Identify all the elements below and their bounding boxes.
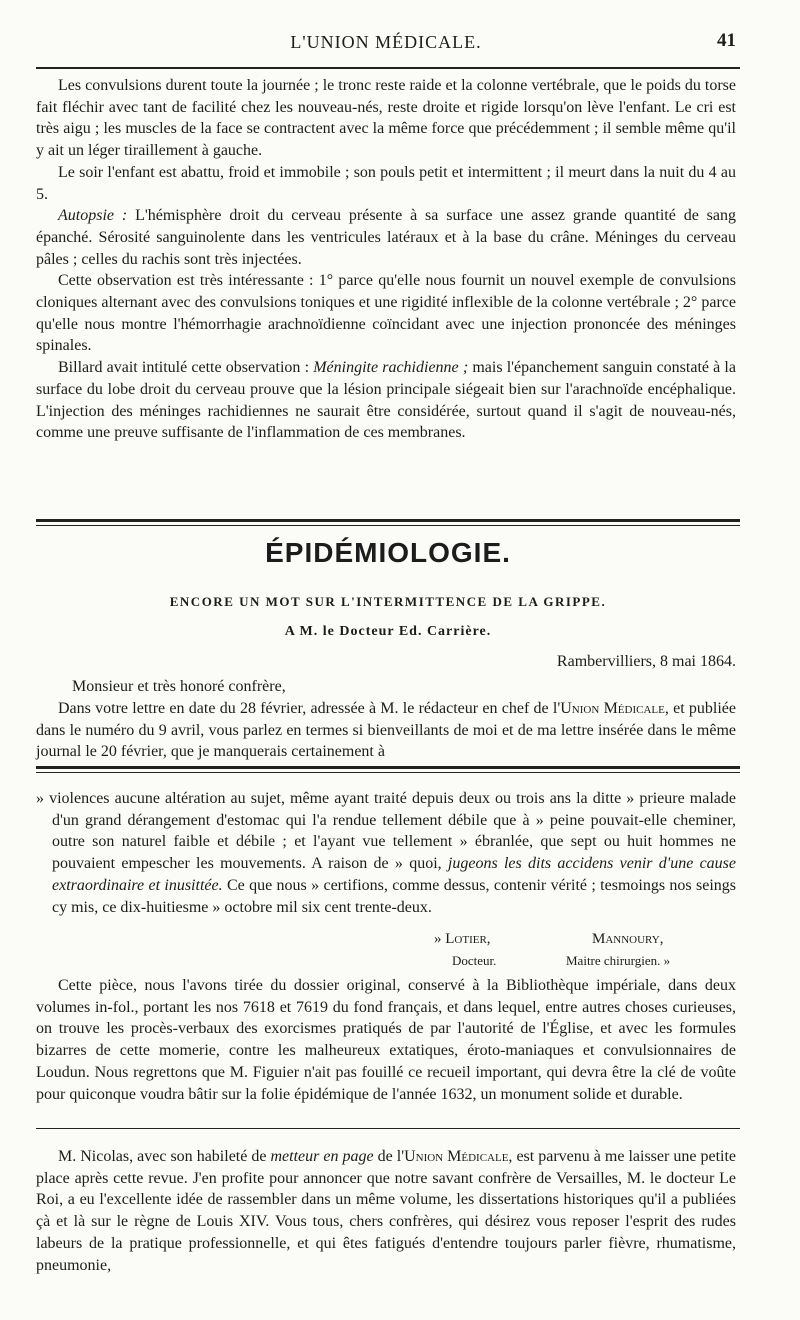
column-break-rule [36,766,740,769]
text-run: de l' [373,1148,405,1165]
archive-block [36,975,736,1105]
text-run: Dans votre lettre en date du 28 février, adressée à M. le rédacteur en chef de l' [58,700,561,717]
text-run: Ce que nous » certifions, comme dessus, contenir vérité ; tesmoings nos seings cy mis, ce dix-huitiesme » octobre mil six cent trente-deux. [52,876,737,916]
billard-paragraph [36,357,736,444]
page-header [36,28,736,62]
salutation: Monsieur et très honoré confrère, [72,678,286,695]
page-number: 41 [717,30,736,51]
text-run: mais l'épanchement sanguin constaté à la surface du lobe droit du cerveau prouve que la lésion principale siégeait bien sur l'arachnoïde encéphalique. L'injection des méninges rachidiennes ne saurait être considérée, surtout quand il s'agit de nouveau-nés, comme une preuve suffisante de l'inflammation de ces membranes. [36,359,736,442]
autopsie-text: L'hémisphère droit du cerveau présente à sa surface une assez grande quantité de sang épanché. Sérosité sanguinolente dans les ventricules latéraux et à la base du crâne. Méninges du cerveau pâles ; celles du rachis sont très injectées. [36,207,737,268]
quote-paragraph [36,788,736,918]
text-run: » violences aucune altération au sujet, même ayant traité depuis deux ou trois ans la ditte » prieure malade d'un grand dérangement d'estomac qui l'a rendue tellement débile que à » peine pouvait-elle cheminer, outre son naturel faible et débile ; et l'ayant vue tellement » ébranlée, que sept ou huit hommes ne pouvaient empescher les mouvements. A raison de » quoi, [36,790,736,873]
section-rule-top-thin [36,525,740,526]
text-run: M. Nicolas, avec son habileté de [58,1148,271,1165]
letter-paragraph [36,698,736,763]
letter-block [36,698,736,763]
column-break-rule-thin [36,772,740,773]
letter-address: A M. le Docteur Ed. Carrière. [284,624,492,639]
journal-name: Union Médicale [404,1148,509,1165]
nicolas-paragraph [36,1146,736,1276]
italic-run: metteur en page [270,1148,374,1165]
signature-title-2: Maitre chirurgien. » [566,953,671,968]
section-rule-top [36,519,740,522]
autopsie-paragraph [36,205,736,270]
running-title: L'UNION MÉDICALE. [290,32,482,52]
place-date: Rambervilliers, 8 mai 1864. [556,653,736,670]
signature-title-1: Docteur. [452,953,497,968]
signature-name-2: Mannoury, [592,931,664,947]
italic-run: jugeons les dits accidens venir d'une cause extraordinaire et inusittée. [52,855,736,894]
quoted-certificate [36,788,736,918]
header-rule [36,67,740,69]
text-run: , est parvenu à me laisser une petite place après cette revue. J'en profite pour annoncer que notre savant confrère de Versailles, M. le docteur Le Roi, a eu l'excellente idée de rassembler dans un même volume, les dissertations historiques qu'il a publiées çà et là sur le règne de Louis XIV. Vous tous, chers confrères, qui désirez vous reposer l'esprit des rudes labeurs de la pratique professionnelle, et qui êtes fatigués d'entendre toujours parler fièvre, rhumatisme, pneumonie, [36,1148,737,1274]
article-subtitle: ENCORE UN MOT SUR L'INTERMITTENCE DE LA GRIPPE. [169,594,607,609]
text-run: , et publiée dans le numéro du 9 avril, vous parlez en termes si bienveillants de moi et de ma lettre insérée dans le même journal le 20 février, que je manquerais certainement à [36,700,737,761]
signature-name-1: » Lotier, [434,931,491,947]
section-title: ÉPIDÉMIOLOGIE. [265,537,511,568]
observation-block [36,75,736,444]
text-run: Billard avait intitulé cette observation : [58,359,314,377]
autopsie-label: Autopsie : [58,207,128,225]
italic-run: Méningite rachidienne ; [313,359,469,377]
paragraph: Cette observation est très intéressante : 1° parce qu'elle nous fournit un nouvel exemple de convulsions cloniques alternant avec des convulsions toniques et une rigidité inflexible de la colonne vertébrale ; 2° parce qu'elle nous montre l'hémorrhagie arachnoïdienne coïncidant avec une injection prononcée des méninges spinales. [36,272,736,355]
nicolas-block [36,1146,736,1276]
separator-rule [36,1128,740,1129]
paragraph: Le soir l'enfant est abattu, froid et immobile ; son pouls petit et intermittent ; il meurt dans la nuit du 4 au 5. [36,163,736,203]
archive-paragraph: Cette pièce, nous l'avons tirée du dossier original, conservé à la Bibliothèque impériale, dans deux volumes in-fol., portant les nos 7618 et 7619 du fond français, et dans lequel, entre autres choses curieuses, on trouve les procès-verbaux des exorcismes pratiqués de par l'autorité de l'Église, et avec les formules bizarres de cette momerie, contre les malheureux extatiques, éroto-maniaques et convulsionnaires de Loudun. Nous regrettons que M. Figuier n'ait pas fouillé ce recueil important, qui devra être la clé de voûte pour quiconque voudra bâtir sur la folie épidémique de l'année 1632, un monument solide et durable. [36,977,736,1103]
journal-name: Union Médicale [560,700,665,717]
paragraph: Les convulsions durent toute la journée ; le tronc reste raide et la colonne vertébrale, que le poids du torse fait fléchir avec tant de facilité chez les nouveau-nés, reste droite et rigide lorsqu'on lève l'enfant. Le cri est très aigu ; les muscles de la face se contractent avec la même force que précédemment ; il semble même qu'il y ait un léger tiraillement à gauche. [36,77,736,160]
